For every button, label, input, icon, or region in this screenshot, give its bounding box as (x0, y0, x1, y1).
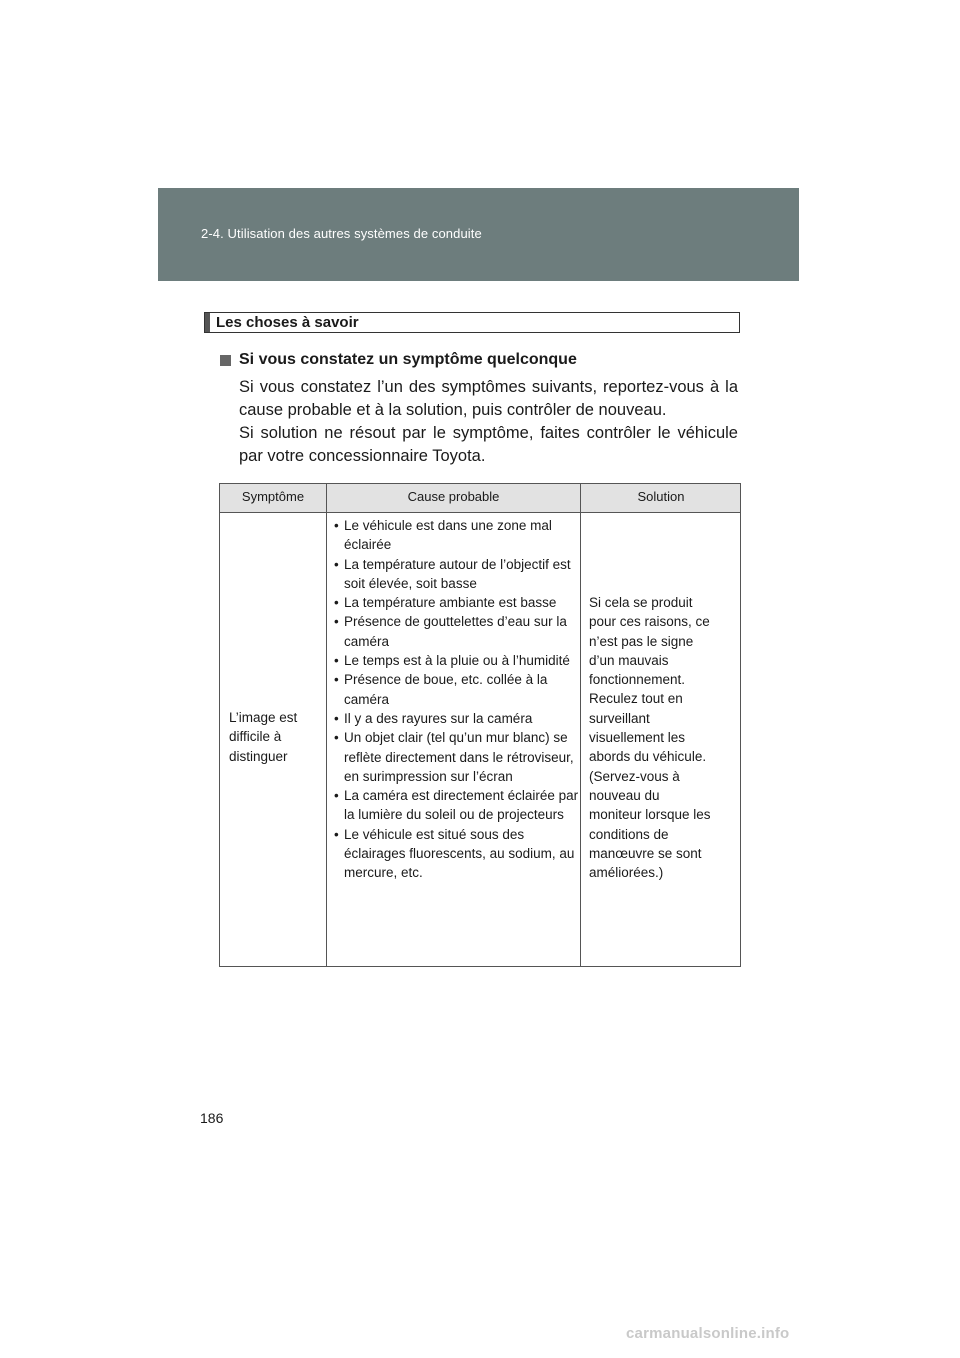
intro-paragraph: Si vous constatez l’un des symptômes suivants, reportez-vous à la cause probable et à la solution, puis contrôler de nouveau. (239, 378, 738, 419)
solution-line: n’est pas le signe (589, 633, 694, 649)
cause-item: • Il y a des rayures sur la caméra (334, 710, 533, 726)
column-divider (580, 484, 581, 966)
symptom-line: distinguer (229, 748, 288, 764)
solution-line: Reculez tout en (589, 691, 683, 707)
header-symptom: Symptôme (241, 489, 305, 504)
troubleshooting-table (219, 483, 741, 967)
symptom-heading (220, 351, 577, 369)
header-solution: Solution (637, 489, 685, 504)
cause-item: • Un objet clair (tel qu’un mur blanc) se reflète directement dans le rétroviseur, en surimpression sur l’écran (334, 730, 574, 784)
dealer-paragraph: Si solution ne résout par le symptôme, faites contrôler le véhicule par votre concessionnaire Toyota. (239, 424, 738, 465)
table-header-row (220, 484, 740, 513)
solution-line: abords du véhicule. (589, 749, 707, 765)
solution-line: d’un mauvais (589, 652, 669, 668)
solution-cell (589, 593, 739, 882)
solution-line: fonctionnement. (589, 672, 686, 688)
cause-item: • La température ambiante est basse (334, 595, 557, 611)
solution-line: manœuvre se sont (589, 845, 702, 861)
solution-line: (Servez-vous à (589, 768, 680, 784)
section-marker-bar (205, 313, 210, 332)
page-number: 186 (200, 1110, 224, 1126)
cause-item: • Le véhicule est situé sous des éclairages fluorescents, au sodium, au mercure, etc. (334, 826, 575, 881)
column-divider (326, 484, 327, 966)
solution-line: surveillant (589, 710, 650, 726)
cause-item: • La température autour de l’objectif est soit élevée, soit basse (334, 556, 571, 591)
symptom-line: L’image est (229, 710, 298, 725)
header-cause: Cause probable (407, 489, 500, 504)
symptom-heading-text: Si vous constatez un symptôme quelconque (239, 351, 577, 368)
symptom-cell (229, 708, 321, 766)
cause-item: • Le temps est à la pluie ou à l’humidité (334, 653, 570, 669)
solution-line: conditions de (589, 826, 669, 842)
cause-item: • Le véhicule est dans une zone mal éclairée (334, 518, 552, 553)
causes-cell (334, 516, 579, 883)
square-bullet-icon (220, 355, 231, 366)
solution-line: améliorées.) (589, 865, 664, 881)
solution-line: moniteur lorsque les (589, 807, 711, 823)
cause-item: • Présence de gouttelettes d’eau sur la caméra (334, 614, 567, 649)
section-label: Les choses à savoir (216, 314, 359, 331)
solution-line: Si cela se produit (589, 595, 693, 610)
watermark: carmanualsonline.info (626, 1325, 790, 1342)
chapter-title: 2-4. Utilisation des autres systèmes de conduite (201, 226, 482, 241)
solution-line: visuellement les (589, 730, 686, 746)
solution-line: nouveau du (589, 787, 660, 803)
cause-item: • La caméra est directement éclairée par la lumière du soleil ou de projecteurs (334, 788, 579, 823)
solution-line: pour ces raisons, ce (589, 614, 710, 630)
symptom-line: difficile à (229, 729, 282, 745)
cause-item: • Présence de boue, etc. collée à la caméra (334, 672, 548, 707)
info-section-box (204, 312, 740, 333)
